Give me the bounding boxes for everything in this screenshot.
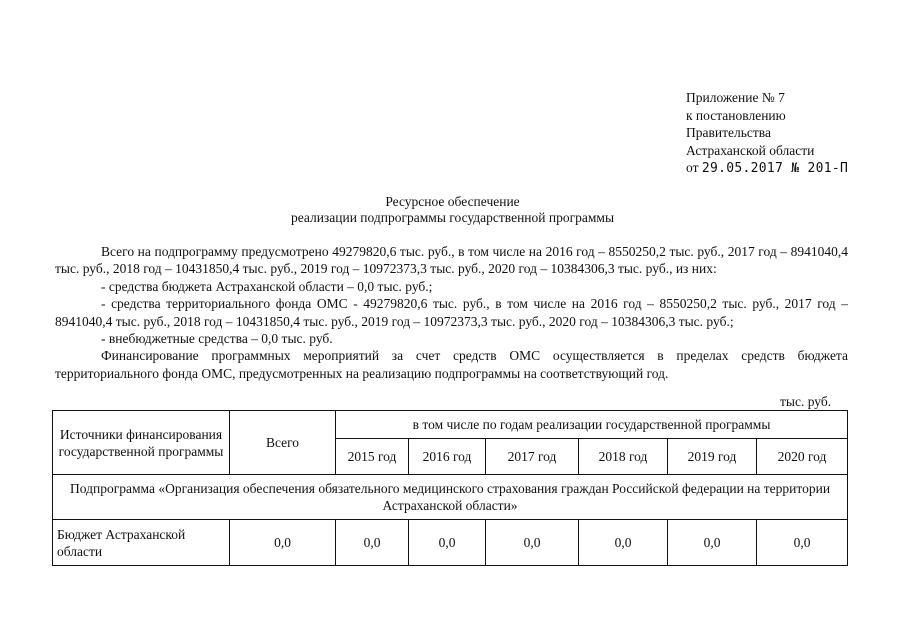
body-item-oms-fund: - средства территориального фонда ОМС - 49279820,6 тыс. руб., в том числе на 2016 год – 8550250,2 тыс. руб., 2017 год – 8941040,4 тыс. руб., 2018 год – 10431850,4 тыс. руб., 2019 год – 10972373,3 тыс. руб., 2020 год – 10384306,3 тыс. руб.; [55,296,848,329]
row-value-2015: 0,0 [336,520,409,566]
body-item-regional-budget: - средства бюджета Астраханской области – 0,0 тыс. руб.; [101,278,433,294]
header-source: Источники финансирования государственной программы [53,411,230,475]
subprogram-title: Подпрограмма «Организация обеспечения обязательного медицинского страхования граждан Российской федерации на территории Астраханской области» [53,475,848,520]
appendix-block [686,89,848,178]
appendix-date-line [686,159,848,178]
table-row [53,520,848,566]
appendix-date-prefix: от [686,160,699,176]
subprogram-row [53,475,848,520]
body-paragraph-total: Всего на подпрограмму предусмотрено 49279820,6 тыс. руб., в том числе на 2016 год – 8550250,2 тыс. руб., 2017 год – 8941040,4 тыс. руб., 2018 год – 10431850,4 тыс. руб., 2019 год – 10972373,3 тыс. руб., 2020 год – 10384306,3 тыс. руб., из них: [55,244,848,277]
appendix-date-stamp: 29.05.2017 № 201-П [701,161,849,177]
row-value-2020: 0,0 [757,520,848,566]
header-total: Всего [230,411,336,475]
body-item-extrabudgetary: - внебюджетные средства – 0,0 тыс. руб. [101,331,333,347]
appendix-line-1: Приложение № 7 [686,90,785,105]
header-year-2016: 2016 год [409,439,486,475]
title-line-2: реализации подпрограммы государственной программы [290,210,615,225]
header-years-group: в том числе по годам реализации государственной программы [336,411,848,439]
row-value-2017: 0,0 [486,520,579,566]
appendix-line-2: к постановлению [686,107,786,123]
resource-table [52,410,848,566]
header-year-2020: 2020 год [757,439,848,475]
appendix-line-3: Правительства [686,125,771,141]
title-line-1: Ресурсное обеспечение [385,194,520,209]
row-value-2019: 0,0 [668,520,757,566]
unit-label: тыс. руб. [780,394,832,409]
header-year-2015: 2015 год [336,439,409,475]
row-total: 0,0 [230,520,336,566]
document-title [0,194,905,226]
row-value-2016: 0,0 [409,520,486,566]
table-header-row-1 [53,411,848,439]
appendix-line-4: Астраханской области [686,142,815,158]
header-year-2018: 2018 год [579,439,668,475]
header-year-2017: 2017 год [486,439,579,475]
header-year-2019: 2019 год [668,439,757,475]
body-paragraph-financing: Финансирование программных мероприятий за счет средств ОМС осуществляется в пределах средств бюджета территориального фонда ОМС, предусмотренных на реализацию подпрограммы на соответствующий год. [55,348,848,381]
row-value-2018: 0,0 [579,520,668,566]
row-label: Бюджет Астраханской области [53,520,230,566]
document-body [55,243,848,382]
